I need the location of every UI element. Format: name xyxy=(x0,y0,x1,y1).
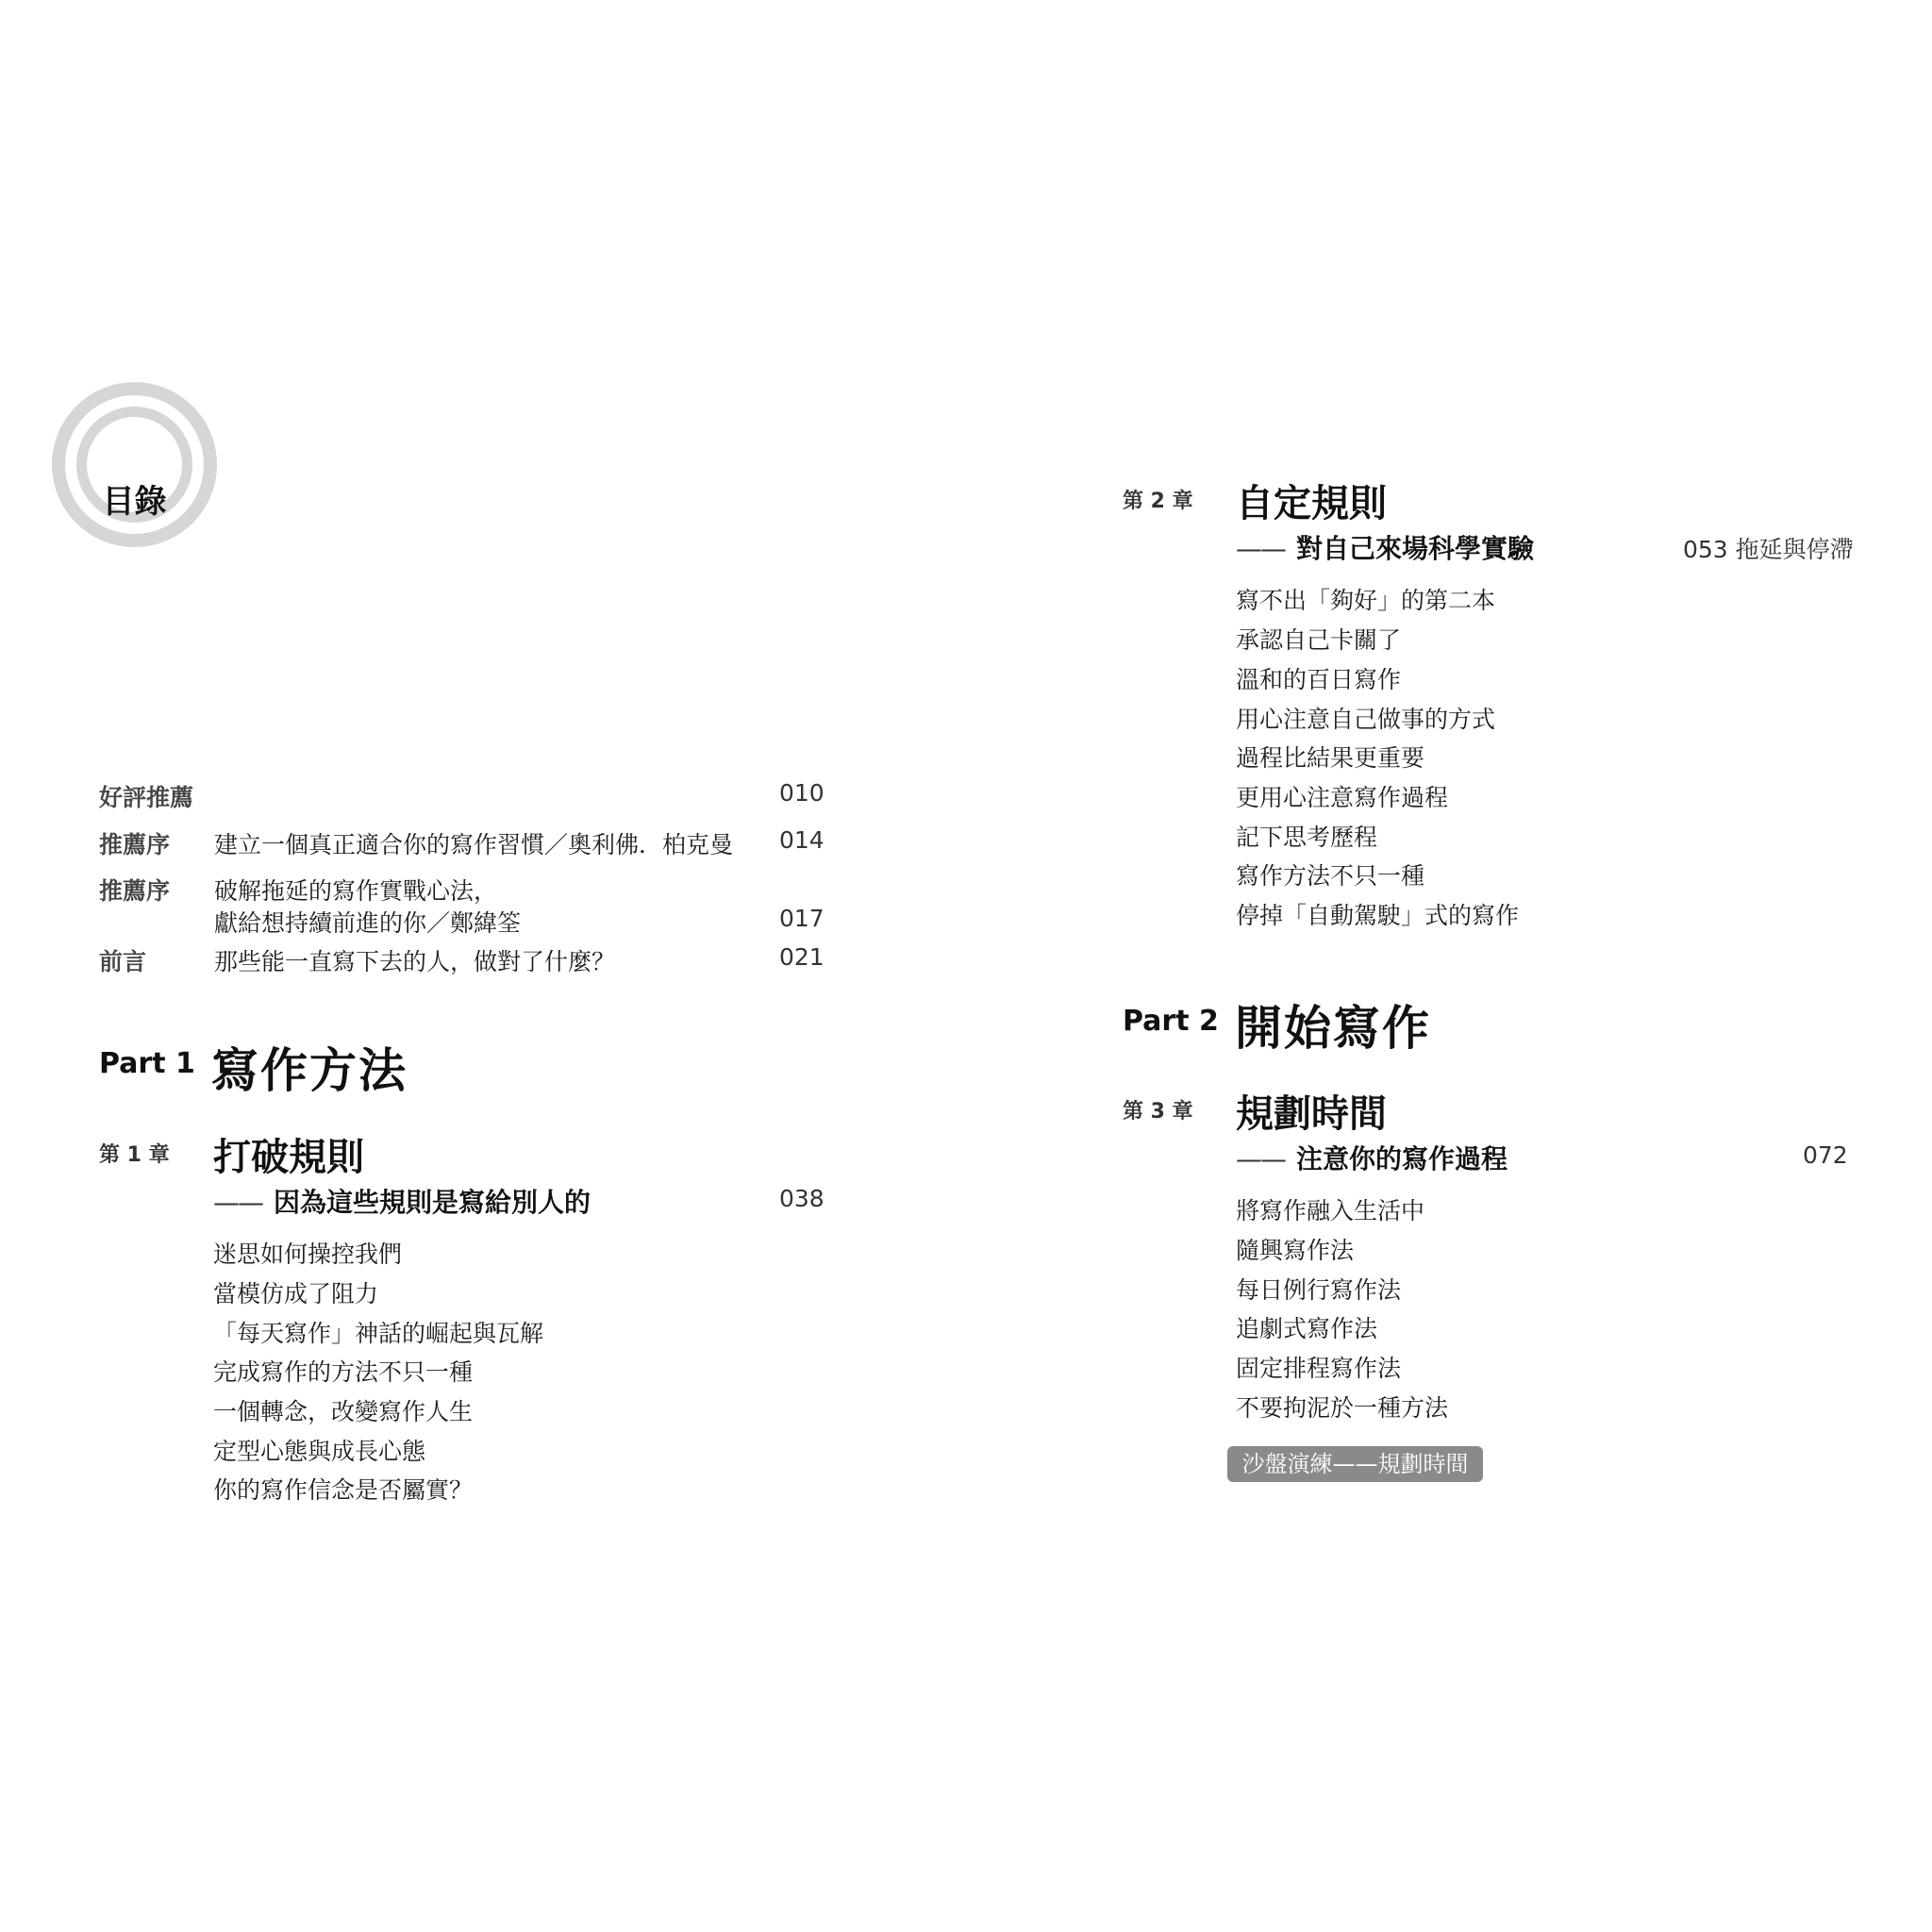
section-item: 迷思如何操控我們 xyxy=(213,1241,403,1268)
front-matter-text: 那些能一直寫下去的人，做對了什麼？ xyxy=(214,948,616,975)
section-item: 當模仿成了阻力 xyxy=(213,1280,379,1307)
page-number: 010 xyxy=(779,779,824,807)
section-item: 過程比結果更重要 xyxy=(1236,744,1425,772)
chapter-title: 打破規則 xyxy=(213,1135,364,1179)
page-number: 053 拖延與停滯 xyxy=(1683,536,1854,563)
em-dash: —— xyxy=(213,1187,262,1218)
section-item: 記下思考歷程 xyxy=(1236,824,1378,851)
section-item: 定型心態與成長心態 xyxy=(213,1438,426,1465)
section-item: 更用心注意寫作過程 xyxy=(1236,784,1449,811)
page-number: 021 xyxy=(779,943,824,971)
section-item: 不要拘泥於一種方法 xyxy=(1236,1394,1449,1422)
front-matter-label: 推薦序 xyxy=(99,831,171,858)
chapter-label: 第 2 章 xyxy=(1123,490,1193,513)
chapter-title: 規劃時間 xyxy=(1236,1091,1387,1136)
section-item: 寫作方法不只一種 xyxy=(1236,862,1425,890)
part-label: Part 2 xyxy=(1123,1005,1219,1038)
toc-title: 目錄 xyxy=(102,483,167,521)
part-title: 開始寫作 xyxy=(1235,1000,1431,1056)
em-dash: —— xyxy=(1236,1143,1285,1174)
chapter-subtitle: —— 注意你的寫作過程 xyxy=(1236,1143,1508,1174)
section-item: 一個轉念，改變寫作人生 xyxy=(213,1398,474,1425)
section-item: 用心注意自己做事的方式 xyxy=(1236,706,1496,733)
front-matter-text: 獻給想持續前進的你／鄭緯筌 xyxy=(214,909,522,937)
chapter-label: 第 3 章 xyxy=(1123,1100,1193,1124)
front-matter-text: 破解拖延的寫作實戰心法， xyxy=(214,877,498,905)
chapter-label: 第 1 章 xyxy=(99,1143,170,1167)
chapter-title: 自定規則 xyxy=(1236,481,1387,525)
exercise-badge: 沙盤演練——規劃時間 xyxy=(1227,1446,1483,1482)
page-number: 038 xyxy=(779,1185,824,1212)
section-item: 將寫作融入生活中 xyxy=(1236,1197,1425,1224)
section-item: 「每天寫作」神話的崛起與瓦解 xyxy=(213,1320,544,1347)
section-item: 每日例行寫作法 xyxy=(1236,1276,1402,1304)
front-matter-label: 推薦序 xyxy=(99,877,171,905)
part-title: 寫作方法 xyxy=(211,1042,408,1098)
front-matter-label: 好評推薦 xyxy=(99,784,194,811)
section-item: 停掉「自動駕駛」式的寫作 xyxy=(1236,902,1520,929)
chapter-subtitle: —— 因為這些規則是寫給別人的 xyxy=(213,1187,591,1218)
em-dash: —— xyxy=(1236,533,1285,564)
section-item: 隨興寫作法 xyxy=(1236,1237,1355,1264)
section-item: 固定排程寫作法 xyxy=(1236,1355,1402,1382)
section-item: 你的寫作信念是否屬實？ xyxy=(213,1476,474,1504)
section-item: 溫和的百日寫作 xyxy=(1236,666,1402,693)
section-item: 承認自己卡關了 xyxy=(1236,626,1402,654)
part-label: Part 1 xyxy=(99,1047,195,1080)
section-item: 寫不出「夠好」的第二本 xyxy=(1236,587,1496,614)
section-item: 追劇式寫作法 xyxy=(1236,1315,1378,1342)
toc-header-ring xyxy=(52,382,217,547)
front-matter-text: 建立一個真正適合你的寫作習慣／奧利佛．柏克曼 xyxy=(214,831,734,858)
page-number: 017 xyxy=(779,905,824,932)
front-matter-label: 前言 xyxy=(99,948,147,975)
section-item: 完成寫作的方法不只一種 xyxy=(213,1358,474,1386)
page-number: 072 xyxy=(1803,1141,1848,1169)
chapter-subtitle: —— 對自己來場科學實驗 xyxy=(1236,533,1535,564)
page-number: 014 xyxy=(779,826,824,854)
